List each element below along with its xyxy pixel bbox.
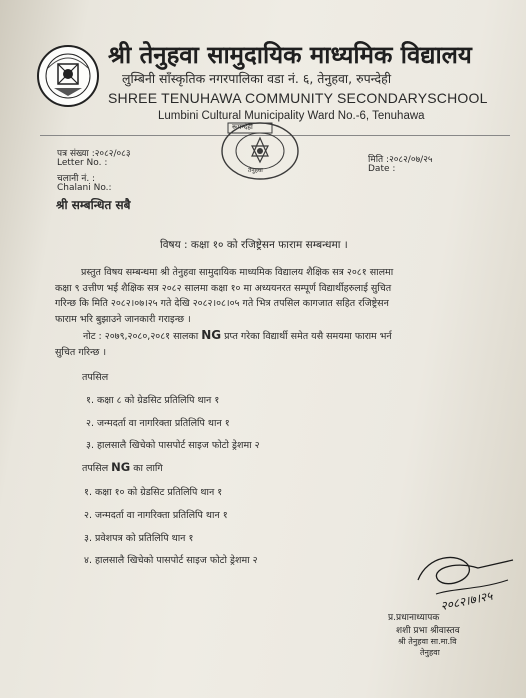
chalani-no-label: Chalani No.: — [57, 183, 112, 193]
note-line-2: सुचित गरिन्छ । — [55, 346, 107, 358]
tapasil-ng-item: १. कक्षा १० को ग्रेडसिट प्रतिलिपि थान १ — [84, 487, 223, 498]
salutation: श्री सम्बन्धित सबै — [56, 198, 131, 212]
school-name-nepali: श्री तेनुहवा सामुदायिक माध्यमिक विद्यालय — [108, 41, 472, 69]
tapasil-ng-item: ३. प्रवेशपत्र को प्रतिलिपि थान १ — [84, 533, 194, 544]
chalani-nepali-label: चलानी नं. : — [57, 174, 96, 184]
note-paragraph — [55, 328, 473, 360]
tapasil-item: ३. हालसालै खिचेको पासपोर्ट साइज फोटो ड्रेशमा २ — [86, 440, 260, 451]
signatory-role: प्र.प्रधानाध्यापक — [388, 613, 440, 623]
address-english: Lumbini Cultural Municipality Ward No.-6, Tenuhawa — [158, 110, 425, 122]
note-text: नोट : २०७९,२०८०,२०८१ सालका — [83, 331, 202, 342]
signatory-place: तेनुहवा — [420, 648, 440, 657]
handwritten-date: २०८२।७।२५ — [439, 588, 494, 614]
body-line: प्रस्तुत विषय सम्बन्धमा श्री तेनुहवा सामुदायिक माध्यमिक विद्यालय शैक्षिक सत्र २०८१ सालमा — [81, 267, 394, 278]
tapasil-ng-item: २. जन्मदर्ता वा नागरिक्ता प्रतिलिपि थान १ — [84, 510, 228, 521]
tapasil-item: १. कक्षा ८ को ग्रेडसिट प्रतिलिपि थान १ — [86, 395, 220, 406]
signatory-name: शशी प्रभा श्रीवास्तव — [396, 626, 460, 636]
school-logo-icon — [36, 44, 100, 108]
tapasil-ng-item: ४. हालसालै खिचेको पासपोर्ट साइज फोटो ड्रेशमा २ — [84, 555, 258, 566]
stamp-bottom-text: तेनुहवा — [248, 167, 263, 174]
note-ng: NG — [201, 328, 222, 342]
body-paragraph — [55, 265, 473, 327]
tapasil-ng-after: का लागि — [130, 463, 163, 474]
signatory-school: श्री तेनुहवा सा.मा.वि — [398, 637, 457, 646]
note-text-continued: प्रप्त गरेका विद्यार्थी समेत यसै समयमा फाराम भर्न — [221, 331, 392, 342]
date-label: Date : — [368, 164, 396, 174]
address-nepali: लुम्बिनी साँस्कृतिक नगरपालिका वडा नं. ६, तेनुहवा, रुपन्देही — [122, 71, 392, 86]
tapasil-item: २. जन्मदर्ता वा नागरिक्ता प्रतिलिपि थान १ — [86, 418, 230, 429]
tapasil-ng-before: तपसिल — [82, 463, 112, 474]
school-name-english: SHREE TENUHAWA COMMUNITY SECONDARYSCHOOL — [108, 90, 488, 106]
tapasil-ng-heading — [82, 460, 163, 474]
body-line: कक्षा ९ उत्तीण भई शैक्षिक सत्र २०८२ सालमा कक्षा १० मा अध्ययनरत सम्पूर्ण विद्यार्थीहरुलाई सुचित — [55, 282, 392, 294]
letter-no-label: Letter No. : — [57, 158, 108, 168]
patra-sankhya: पत्र संख्या :२०८२/०८३ — [57, 149, 131, 159]
body-line: फाराम भरि बुझाउने जानकारी गराइन्छ । — [55, 313, 191, 325]
body-line: गरिन्छ कि मिति २०८२।०७।२५ गते देखि २०८२।०८।०५ गते भित्र तपसिल कागजात सहित रजिष्ट्रेसन — [55, 298, 389, 309]
miti: मिति :२०८२/०७/२५ — [368, 155, 433, 165]
tapasil-ng-ng: NG — [111, 460, 131, 474]
tapasil-heading: तपसिल — [82, 372, 109, 383]
subject-line: विषय : कक्षा १० को रजिष्ट्रेसन फाराम सम्बन्धमा । — [160, 239, 348, 251]
stamp-top-text: रूपन्देही — [232, 123, 253, 131]
